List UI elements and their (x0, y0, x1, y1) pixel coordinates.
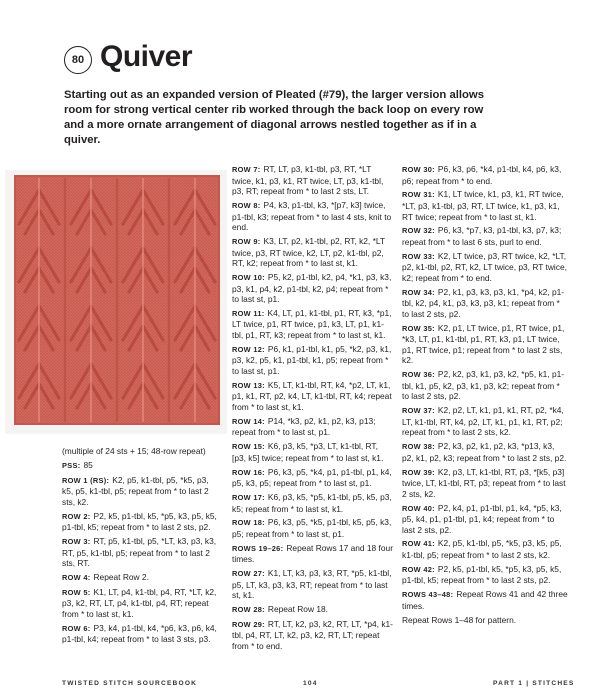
row-instruction: P2, k3, p2, k1, p2, k3, *p13, k3, p2, k1, p2, k3; repeat from * to last 2 sts, p2. (402, 441, 567, 463)
row-label: ROW 30: (402, 165, 435, 174)
pattern-row (402, 589, 568, 611)
row-instruction: P2, k5, p1-tbl, k5, *p5, k3, p5, k5, p1-tbl, k5; repeat from * to last 2 sts, p2. (62, 510, 217, 533)
row-label: ROW 34: (402, 287, 435, 297)
row-label: ROW 36: (402, 370, 435, 380)
row-label: ROW 33: (402, 251, 435, 261)
row-label: ROW 35: (402, 323, 435, 333)
row-label: ROW 1 (RS): (62, 475, 110, 485)
pattern-row (232, 441, 394, 463)
row-label: ROW 11: (232, 308, 265, 318)
row-instruction: P6, k3, p6, *k4, p1-tbl, k4, p6, k3, p6; repeat from * to end. (402, 164, 562, 186)
row-label: ROW 10: (232, 272, 265, 282)
pattern-row (232, 272, 394, 305)
pattern-row (402, 615, 568, 626)
pattern-row (62, 511, 222, 533)
row-instruction: P2, k4, p1, p1-tbl, p1, k4, *p5, k3, p5, k4, p1, p1-tbl, p1, k4; repeat from * to last 2 sts, p2. (402, 502, 562, 535)
row-label: ROW 2: (62, 511, 91, 521)
pattern-row (402, 467, 568, 500)
row-instruction: K1, LT, k3, p3, k3, RT, *p5, k1-tbl, p5, LT, k3, p3, k3, RT; repeat from * to last st, k1. (232, 568, 392, 601)
row-instruction: K3, LT, p2, k1-tbl, p2, RT, k2, *LT twice, p3, RT twice, k2, LT, p2, k1-tbl, p2, RT, k2; repeat from * to last st, k1. (232, 235, 385, 269)
pattern-title: Quiver (100, 40, 193, 73)
row-instruction: K4, LT, p1, k1-tbl, p1, RT, k3, *p1, LT twice, p1, RT twice, p1, k3, LT, p1, k1-tbl, p1, RT, k3; repeat from * to last st, k1. (232, 307, 392, 341)
row-instruction: RT, LT, p3, k1-tbl, p3, RT, *LT twice, k1, p3, k1, RT twice, LT, p3, k1-tbl, p3, RT; repeat from * to last 2 sts, LT. (232, 164, 384, 197)
row-instruction: Repeat Row 2. (93, 571, 149, 582)
row-instruction: (multiple of 24 sts + 15; 48-row repeat) (62, 446, 206, 456)
row-instruction: P6, k1, p1-tbl, k1, p5, *k2, p3, k1, p3, k2, p5, k1, p1-tbl, k1, p5; repeat from * to last st, p1. (232, 343, 392, 377)
row-instruction: K1, LT, p4, k1-tbl, p4, RT, *LT, k2, p3, k2, RT, LT, p4, k1-tbl, p4, RT; repeat from * to last st, k1. (62, 586, 217, 619)
pattern-row (62, 460, 222, 472)
pattern-row (402, 538, 568, 560)
pattern-row (402, 251, 568, 284)
pattern-row (232, 380, 394, 413)
row-label: ROW 3: (62, 536, 91, 546)
footer-page-number: 104 (303, 680, 318, 687)
pattern-row (62, 536, 222, 569)
row-label: ROW 16: (232, 467, 265, 477)
row-label: ROW 41: (402, 539, 435, 549)
row-instruction: P6, k3, p5, *k5, p1-tbl, k5, p5, k3, p5; repeat from * to last st, p1. (232, 517, 392, 539)
row-label: ROW 38: (402, 442, 435, 452)
pattern-row (232, 517, 394, 539)
pattern-column-3 (402, 164, 568, 628)
row-label: ROW 17: (232, 492, 265, 502)
pattern-number-badge: 80 (64, 46, 92, 74)
row-label: ROW 6: (62, 623, 91, 633)
row-instruction: P3, k4, p1-tbl, k4, *p6, k3, p6, k4, p1-tbl, k4; repeat from * to last 3 sts, p3. (62, 622, 217, 645)
row-label: ROW 9: (232, 236, 261, 246)
pattern-row (232, 619, 394, 652)
row-instruction: K2, LT twice, p3, RT twice, k2, *LT, p2, k1-tbl, p2, RT, k2, LT twice, p3, RT twice, k2; repeat from * to end. (402, 250, 567, 283)
row-label: ROW 18: (232, 518, 265, 528)
row-instruction: K2, p5, k1-tbl, p5, *k5, p3, k5, p5, k1-tbl, p5; repeat from * to last 2 sts, k2. (62, 474, 209, 507)
row-instruction: K2, p5, k1-tbl, p5, *k5, p3, k5, p5, k1-tbl, p5; repeat from * to last 2 sts, k2. (402, 538, 562, 561)
knitted-swatch-image (5, 170, 227, 434)
row-instruction: K1, LT twice, k1, p3, k1, RT twice, *LT, p3, k1-tbl, p3, RT, LT twice, k1, p3, k1, RT twice; repeat from * to last st, k1. (402, 189, 564, 222)
pattern-row (232, 200, 394, 233)
row-instruction: P2, k1, p3, k3, p3, k1, *p4, k2, p1-tbl, k2, p4, k1, p3, k3, p3, k1; repeat from * to last 2 sts, p2. (402, 286, 565, 319)
pattern-row (402, 369, 568, 402)
pattern-column-2 (232, 164, 394, 655)
pattern-row (232, 164, 394, 197)
footer-section: PART 1 | STITCHES (493, 680, 575, 687)
row-label: ROW 14: (232, 416, 265, 426)
row-instruction: P14, *k3, p2, k1, p2, k3, p13; repeat from * to last st, p1. (232, 415, 376, 438)
row-instruction: RT, LT, k2, p3, k2, RT, LT, *p4, k1-tbl, p4, RT, LT, k2, p3, k2, RT, LT; repeat from * to end. (232, 618, 393, 651)
row-instruction: Repeat Row 18. (267, 604, 328, 614)
pattern-row (62, 475, 222, 508)
pattern-row (232, 604, 394, 616)
row-instruction: Repeat Rows 1–48 for pattern. (402, 614, 517, 625)
pattern-row (232, 308, 394, 341)
pattern-row (232, 416, 394, 438)
pattern-row (232, 568, 394, 601)
row-label: ROW 37: (402, 406, 435, 416)
pattern-intro: Starting out as an expanded version of Pleated (#79), the larger version allows room for strong vertical center rib worked through the back loop on every row and a more ornate arrangement of diagonal arrows nestled together as if in a quiver. (64, 89, 484, 146)
row-label: ROWS 19–26: (232, 543, 284, 553)
row-label: ROW 31: (402, 190, 435, 200)
pattern-row (62, 572, 222, 584)
pattern-row (402, 503, 568, 536)
row-label: ROW 13: (232, 380, 265, 390)
footer-book-title: TWISTED STITCH SOURCEBOOK (62, 680, 198, 687)
pattern-row (232, 543, 394, 565)
row-instruction: P6, k3, p5, *k4, p1, p1-tbl, p1, k4, p5, k3, p5; repeat from * to last st, p1. (232, 466, 392, 489)
pattern-row (402, 164, 568, 186)
pattern-row (62, 623, 222, 645)
row-instruction: K2, p1, LT twice, p1, RT twice, p1, *k3, LT, p1, k1-tbl, p1, RT, k3, p1, LT twice, p1, RT twice, p1; repeat from * to last 2 sts, k2. (402, 322, 565, 366)
row-label: ROW 12: (232, 344, 265, 354)
row-label: ROW 42: (402, 564, 435, 574)
row-label: ROW 15: (232, 442, 265, 452)
row-label: ROW 32: (402, 226, 435, 236)
row-instruction: K6, p3, k5, *p5, k1-tbl, p5, k5, p3, k5; repeat from * to last st, k1. (232, 491, 392, 514)
row-label: ROW 5: (62, 587, 91, 597)
row-label: ROW 7: (232, 165, 261, 174)
pattern-row (402, 564, 568, 586)
row-instruction: P4, k3, p1-tbl, k3, *[p7, k3] twice, p1-tbl, k3; repeat from * to last 4 sts, knit to end. (232, 199, 392, 233)
pattern-row (62, 446, 222, 457)
row-instruction: P6, k3, *p7, k3, p1-tbl, k3, p7, k3; repeat from * to last 6 sts, purl to end. (402, 225, 562, 247)
pattern-row (402, 405, 568, 438)
row-instruction: K2, p3, LT, k1-tbl, RT, p3, *[k5, p3] twice, LT, k1-tbl, RT, p3; repeat from * to last 2 sts, k2. (402, 466, 566, 499)
row-instruction: P2, k5, p1-tbl, k5, *p5, k3, p5, k5, p1-tbl, k5; repeat from * to last 2 sts, p2. (402, 563, 562, 586)
pattern-row (402, 441, 568, 463)
pattern-column-1 (62, 446, 222, 648)
row-label: ROW 28: (232, 605, 265, 614)
row-instruction: RT, p5, k1-tbl, p5, *LT, k3, p3, k3, RT, p5, k1-tbl, p5; repeat from * to last 2 sts, RT. (62, 535, 217, 569)
pattern-row (402, 189, 568, 222)
row-label: ROWS 43–48: (402, 590, 454, 600)
pattern-row (62, 587, 222, 620)
row-label: PSS: (62, 460, 81, 470)
row-label: ROW 4: (62, 572, 91, 582)
row-label: ROW 27: (232, 569, 265, 579)
row-instruction: 85 (83, 459, 93, 470)
row-instruction: Repeat Rows 17 and 18 four times. (232, 542, 393, 565)
pattern-row (402, 323, 568, 366)
row-instruction: K5, LT, k1-tbl, RT, k4, *p2, LT, k1, p1, k1, RT, p2, k4, LT, k1-tbl, RT, k4; repeat from * to last st, k1. (232, 379, 392, 412)
row-instruction: Repeat Rows 41 and 42 three times. (402, 589, 568, 611)
pattern-row (402, 225, 568, 247)
pattern-row (232, 236, 394, 269)
pattern-row (232, 467, 394, 489)
row-instruction: K6, p3, k5, *p3, LT, k1-tbl, RT, [p3, k5] twice; repeat from * to last st, k1. (232, 441, 384, 463)
pattern-row (232, 344, 394, 377)
row-instruction: P2, k2, p3, k1, p3, k2, *p5, k1, p1-tbl, k1, p5, k2, p3, k1, p3, k2; repeat from * to last 2 sts, p2. (402, 369, 565, 402)
row-label: ROW 39: (402, 467, 435, 477)
row-instruction: P5, k2, p1-tbl, k2, p4, *k1, p3, k3, p3, k1, p4, k2, p1-tbl, k2, p4; repeat from * to last st, p1. (232, 271, 392, 305)
row-label: ROW 8: (232, 200, 261, 210)
row-instruction: K2, p2, LT, k1, p1, k1, RT, p2, *k4, LT, k1-tbl, RT, k4, p2, LT, k1, p1, k1, RT, p2; repeat from * to last 2 sts, k2. (402, 405, 564, 438)
pattern-row (402, 287, 568, 320)
row-label: ROW 40: (402, 503, 435, 513)
row-label: ROW 29: (232, 619, 265, 629)
swatch-photo (5, 170, 227, 434)
pattern-row (232, 492, 394, 514)
